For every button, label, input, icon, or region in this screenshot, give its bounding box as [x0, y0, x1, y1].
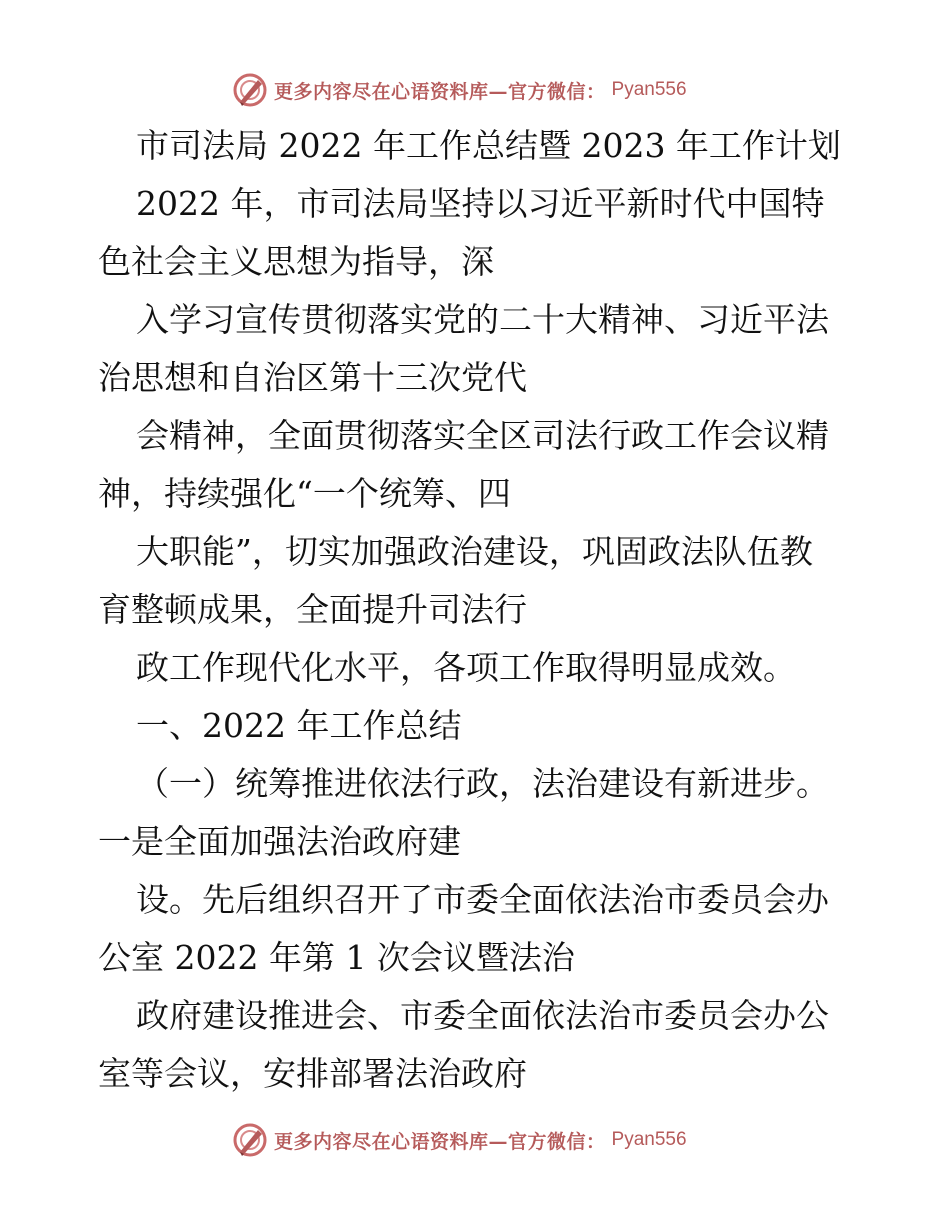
body-line: 公室 2022 年第 1 次会议暨法治: [98, 938, 575, 977]
watermark-brand: Pyan556: [611, 79, 687, 100]
watermark-text: 更多内容尽在心语资料库—官方微信：: [274, 80, 606, 103]
body-line: 育整顿成果，全面提升司法行: [98, 590, 527, 629]
body-line: 色社会主义思想为指导，深: [98, 242, 494, 281]
body-line: 政工作现代化水平，各项工作取得明显成效。: [136, 648, 796, 687]
body-line: 会精神，全面贯彻落实全区司法行政工作会议精: [136, 416, 829, 455]
body-line: 2022 年，市司法局坚持以习近平新时代中国特: [136, 184, 825, 223]
watermark-footer: [232, 1120, 687, 1160]
section-heading: 一、2022 年工作总结: [136, 706, 462, 745]
subsection-heading: （一）统筹推进依法行政，法治建设有新进步。: [136, 764, 829, 803]
body-line: 治思想和自治区第十三次党代: [98, 358, 527, 397]
pen-logo-icon: [232, 1122, 268, 1158]
body-line: 神，持续强化“一个统筹、四: [98, 474, 511, 513]
body-line: 设。先后组织召开了市委全面依法治市委员会办: [136, 880, 829, 919]
pen-logo-icon: [232, 72, 268, 108]
body-line: 一是全面加强法治政府建: [98, 822, 461, 861]
watermark-header: [232, 70, 687, 110]
body-line: 室等会议，安排部署法治政府: [98, 1054, 527, 1093]
body-line: 入学习宣传贯彻落实党的二十大精神、习近平法: [136, 300, 829, 339]
body-line: 大职能”，切实加强政治建设，巩固政法队伍教: [136, 532, 813, 571]
watermark-brand: Pyan556: [611, 1129, 687, 1150]
body-line: 政府建设推进会、市委全面依法治市委员会办公: [136, 996, 829, 1035]
document-title: 市司法局 2022 年工作总结暨 2023 年工作计划: [136, 126, 841, 165]
watermark-text: 更多内容尽在心语资料库—官方微信：: [274, 1130, 606, 1153]
